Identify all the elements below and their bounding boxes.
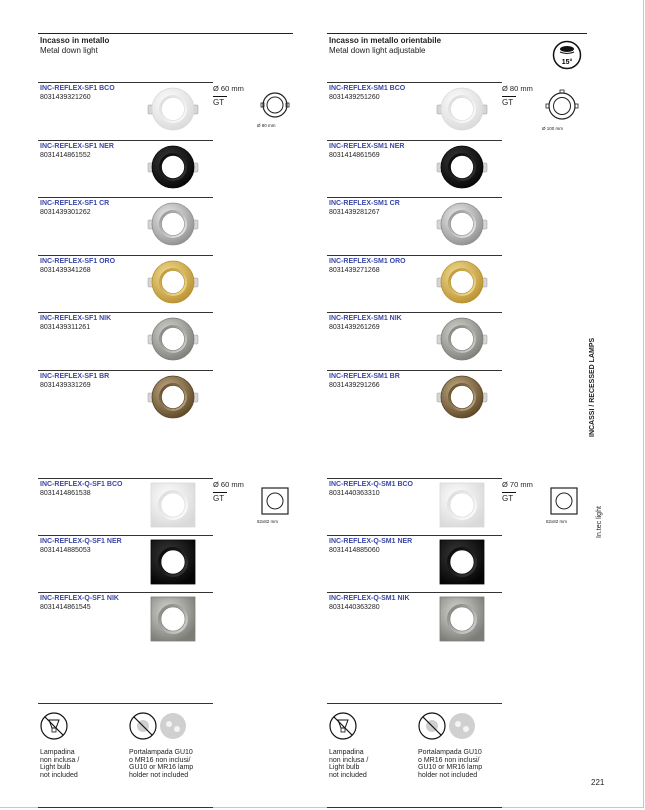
header-rule: [327, 33, 587, 34]
lampholder-note: Portalampada GU10 o MR16 non inclusi/ GU10 or MR16 lamp holder not included: [129, 749, 194, 779]
product-row: [327, 535, 587, 589]
product-row: [38, 82, 293, 136]
bronze-round-downlight-image: [146, 373, 200, 421]
section-subtitle: Metal down light: [40, 46, 98, 55]
no-lampholder-icon: [128, 711, 188, 741]
install-tool-icon: GT: [213, 98, 225, 107]
row-rule: [38, 140, 213, 141]
product-row: [38, 140, 293, 194]
spec-bar: [502, 96, 516, 97]
row-rule: [38, 370, 213, 371]
product-row: [38, 535, 293, 589]
footer-rule-bottom: [38, 807, 213, 808]
product-code: INC-REFLEX-SF1 ORO: [40, 257, 116, 265]
row-rule: [38, 197, 213, 198]
section-title: Incasso in metallo orientabile: [329, 36, 442, 45]
row-rule: [327, 197, 502, 198]
product-code: INC-REFLEX-Q-SM1 BCO: [329, 481, 413, 488]
nickel-round-downlight-image: [435, 315, 489, 363]
product-code: INC-REFLEX-SM1 NER: [329, 142, 405, 150]
product-code: INC-REFLEX-SM1 BCO: [329, 85, 406, 92]
no-lampholder-icon: [417, 711, 477, 741]
product-ean: 8031414885060: [329, 547, 380, 554]
round-technical-drawing: [544, 89, 580, 123]
side-brand-label: In.tec light: [596, 506, 603, 538]
row-rule: [327, 592, 502, 593]
product-ean: 8031414861545: [40, 604, 91, 611]
install-tool-icon: GT: [213, 494, 225, 503]
black-square-downlight-image: [146, 538, 200, 586]
product-code: INC-REFLEX-SM1 ORO: [329, 257, 406, 265]
product-code: INC-REFLEX-SF1 NIK: [40, 315, 112, 322]
product-row: [38, 312, 293, 366]
footer-rule: [38, 703, 213, 704]
product-code: INC-REFLEX-SM1 NIK: [329, 315, 402, 322]
product-ean: 8031439271268: [329, 266, 380, 274]
product-code: INC-REFLEX-Q-SM1 NER: [329, 538, 413, 545]
product-code: INC-REFLEX-Q-SF1 NIK: [40, 595, 119, 602]
bronze-round-downlight-image: [435, 373, 489, 421]
white-round-downlight-image: [435, 85, 489, 133]
no-bulb-icon: [39, 711, 69, 741]
cutout-diameter: Ø 60 mm: [213, 480, 244, 489]
product-ean: 8031439321260: [40, 94, 91, 101]
product-row: [327, 370, 587, 424]
drawing-caption: Ø 100 mm: [542, 126, 564, 131]
black-round-downlight-image: [435, 143, 489, 191]
section-title: Incasso in metallo: [40, 36, 110, 45]
product-row: [327, 592, 587, 646]
product-row: [38, 255, 293, 309]
product-code: INC-REFLEX-SF1 BCO: [40, 85, 115, 92]
product-ean: 8031439341268: [40, 266, 91, 274]
black-round-downlight-image: [146, 143, 200, 191]
install-tool-icon: GT: [502, 494, 514, 503]
gold-round-downlight-image: [146, 258, 200, 306]
product-ean: 8031440363280: [329, 604, 380, 611]
product-row: [327, 197, 587, 251]
spec-bar: [213, 96, 227, 97]
bulb-note: Lampadina non inclusa / Light bulb not included: [40, 749, 80, 779]
drawing-caption: 82x82 mm: [546, 519, 568, 524]
product-code: INC-REFLEX-SM1 BR: [329, 372, 400, 380]
spec-bar: [502, 492, 516, 493]
row-rule: [327, 370, 502, 371]
product-code: INC-REFLEX-SM1 CR: [329, 200, 400, 207]
drawing-caption: Ø 80 mm: [257, 123, 276, 128]
row-rule: [327, 140, 502, 141]
row-rule: [327, 312, 502, 313]
product-code: INC-REFLEX-Q-SF1 BCO: [40, 481, 123, 488]
product-ean: 8031439291266: [329, 381, 380, 389]
nickel-square-downlight-image: [146, 595, 200, 643]
product-code: INC-REFLEX-Q-SM1 NIK: [329, 595, 410, 602]
drawing-caption: 82x82 mm: [257, 519, 279, 524]
cutout-diameter: Ø 60 mm: [213, 84, 244, 93]
column-left: [38, 0, 298, 810]
product-ean: 8031414861552: [40, 151, 91, 159]
product-code: INC-REFLEX-SF1 NER: [40, 142, 114, 150]
row-rule: [327, 478, 502, 479]
white-square-downlight-image: [435, 481, 489, 529]
chrome-round-downlight-image: [435, 200, 489, 248]
page-number: 221: [591, 778, 605, 787]
row-rule: [38, 478, 213, 479]
row-rule: [38, 535, 213, 536]
side-section-title: INCASSI / RECESSED LAMPS: [589, 337, 596, 437]
product-row: [327, 255, 587, 309]
chrome-round-downlight-image: [146, 200, 200, 248]
column-right: [327, 0, 587, 810]
product-row: [38, 370, 293, 424]
nickel-round-downlight-image: [146, 315, 200, 363]
section-subtitle: Metal down light adjustable: [329, 46, 426, 55]
row-rule: [327, 255, 502, 256]
footer-rule: [327, 703, 502, 704]
product-code: INC-REFLEX-SF1 BR: [40, 372, 110, 380]
product-row: [38, 592, 293, 646]
product-ean: 8031439251260: [329, 94, 380, 101]
square-technical-drawing: [259, 485, 291, 517]
row-rule: [38, 82, 213, 83]
header-rule: [38, 33, 293, 34]
nickel-square-downlight-image: [435, 595, 489, 643]
row-rule: [38, 312, 213, 313]
product-ean: 8031439301262: [40, 209, 91, 216]
round-technical-drawing: [259, 89, 291, 121]
footer-rule-bottom: [327, 807, 502, 808]
cutout-diameter: Ø 80 mm: [502, 84, 533, 93]
product-row: [38, 478, 293, 532]
product-ean: 8031439311261: [40, 324, 91, 331]
cutout-diameter: Ø 70 mm: [502, 480, 533, 489]
install-tool-icon: GT: [502, 98, 514, 107]
black-square-downlight-image: [435, 538, 489, 586]
product-row: [327, 312, 587, 366]
bulb-note: Lampadina non inclusa / Light bulb not included: [329, 749, 369, 779]
row-rule: [327, 82, 502, 83]
product-ean: 8031439261269: [329, 324, 380, 331]
product-ean: 8031439331269: [40, 381, 91, 389]
white-square-downlight-image: [146, 481, 200, 529]
product-row: [327, 140, 587, 194]
row-rule: [38, 592, 213, 593]
row-rule: [38, 255, 213, 256]
product-code: INC-REFLEX-SF1 CR: [40, 200, 110, 207]
square-technical-drawing: [548, 485, 580, 517]
white-round-downlight-image: [146, 85, 200, 133]
tilt-angle-badge: [552, 40, 582, 70]
no-bulb-icon: [328, 711, 358, 741]
product-ean: 8031439281267: [329, 209, 380, 216]
product-code: INC-REFLEX-Q-SF1 NER: [40, 538, 122, 545]
gold-round-downlight-image: [435, 258, 489, 306]
spec-bar: [213, 492, 227, 493]
product-row: [38, 197, 293, 251]
product-ean: 8031414861538: [40, 490, 91, 497]
product-ean: 8031414861569: [329, 151, 380, 159]
row-rule: [327, 535, 502, 536]
product-ean: 8031414885053: [40, 547, 91, 554]
product-ean: 8031440363310: [329, 490, 380, 497]
lampholder-note: Portalampada GU10 o MR16 non inclusi/ GU10 or MR16 lamp holder not included: [418, 749, 483, 779]
tilt-angle-label: 15°: [561, 59, 573, 66]
